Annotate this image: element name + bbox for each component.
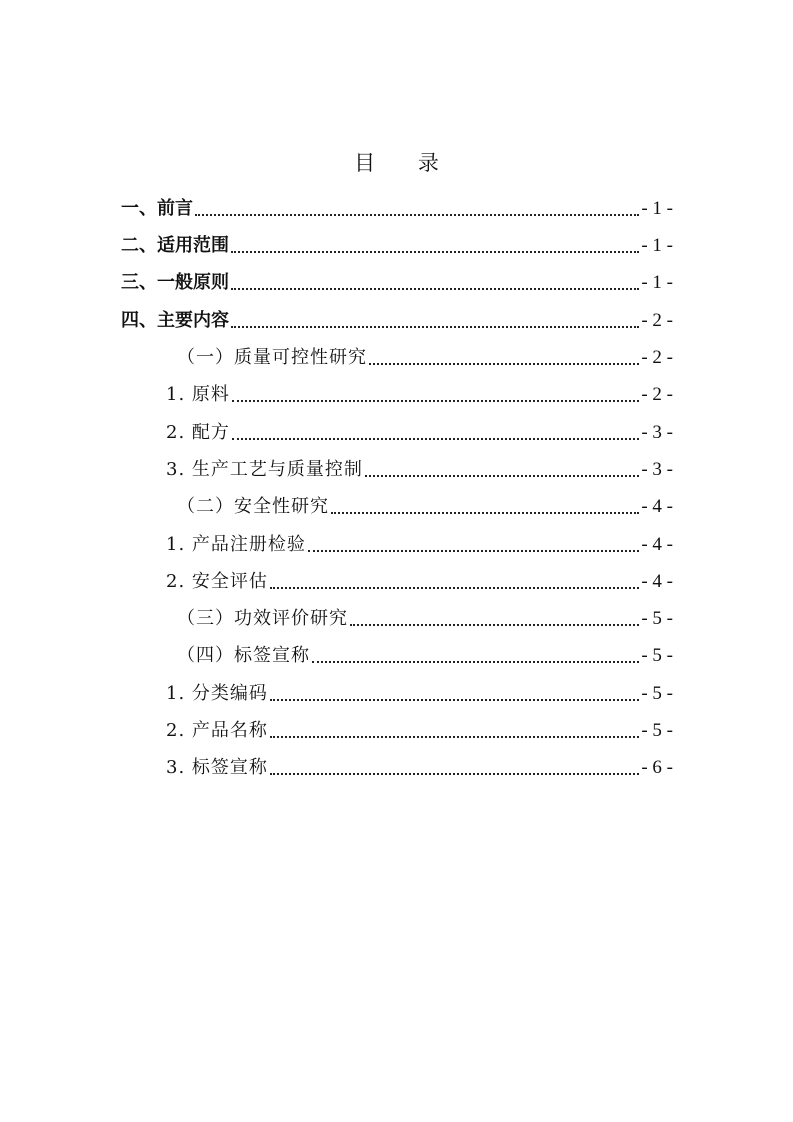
toc-page-number: - 3 - xyxy=(641,422,673,443)
toc-entry-label: 二、适用范围 xyxy=(121,235,229,256)
toc-entry-label: 1. 产品注册检验 xyxy=(166,534,306,555)
toc-entry-label: 1. 分类编码 xyxy=(166,683,268,704)
toc-page-number: - 4 - xyxy=(641,534,673,555)
toc-leader-dots xyxy=(369,361,639,365)
toc-entry-label: （四）标签宣称 xyxy=(177,645,310,666)
toc-entry-preface[interactable] xyxy=(121,193,673,223)
toc-leader-dots xyxy=(231,286,639,290)
toc-entry-label: （二）安全性研究 xyxy=(177,496,329,517)
toc-entry-general-principles[interactable] xyxy=(121,267,673,297)
toc-leader-dots xyxy=(270,697,639,701)
toc-page-number: - 4 - xyxy=(641,571,673,592)
toc-entry-label: 一、前言 xyxy=(121,198,193,219)
toc-entry-label: 2. 安全评估 xyxy=(166,571,268,592)
toc-entry-scope[interactable] xyxy=(121,230,673,260)
toc-entry-label: 2. 产品名称 xyxy=(166,720,268,741)
toc-entry-label-claims[interactable] xyxy=(166,752,673,782)
toc-page-number: - 1 - xyxy=(641,198,673,219)
toc-leader-dots xyxy=(312,659,639,663)
toc-page-number: - 5 - xyxy=(641,645,673,666)
toc-entry-label: 四、主要内容 xyxy=(121,310,229,331)
page-title: 目 录 xyxy=(354,151,457,175)
toc-entry-formula[interactable] xyxy=(166,417,673,447)
toc-entry-safety-research[interactable] xyxy=(177,491,673,521)
toc-entry-production-process[interactable] xyxy=(166,454,673,484)
toc-page-number: - 1 - xyxy=(641,235,673,256)
toc-entry-label: （三）功效评价研究 xyxy=(177,608,348,629)
toc-entry-label-claims-section[interactable] xyxy=(177,640,673,670)
toc-page-number: - 3 - xyxy=(641,459,673,480)
toc-page-number: - 5 - xyxy=(641,608,673,629)
toc-leader-dots xyxy=(350,622,639,626)
toc-entry-label: （一）质量可控性研究 xyxy=(177,347,367,368)
toc-entry-efficacy-research[interactable] xyxy=(177,603,673,633)
toc-leader-dots xyxy=(232,436,639,440)
toc-entry-label: 3. 标签宣称 xyxy=(166,757,268,778)
toc-leader-dots xyxy=(270,734,639,738)
toc-entry-label: 1. 原料 xyxy=(166,384,230,405)
toc-entry-label: 3. 生产工艺与质量控制 xyxy=(166,459,363,480)
toc-leader-dots xyxy=(195,212,639,216)
toc-page-number: - 1 - xyxy=(641,272,673,293)
toc-leader-dots xyxy=(231,249,639,253)
toc-entry-label: 三、一般原则 xyxy=(121,272,229,293)
toc-entry-product-name[interactable] xyxy=(166,715,673,745)
toc-entry-raw-materials[interactable] xyxy=(166,379,673,409)
toc-entry-label: 2. 配方 xyxy=(166,422,230,443)
toc-page-number: - 5 - xyxy=(641,720,673,741)
toc-leader-dots xyxy=(270,771,639,775)
toc-entry-safety-assessment[interactable] xyxy=(166,566,673,596)
toc-page-number: - 2 - xyxy=(641,310,673,331)
toc-page-number: - 4 - xyxy=(641,496,673,517)
toc-leader-dots xyxy=(365,473,639,477)
toc-entry-quality-control-research[interactable] xyxy=(177,342,673,372)
toc-page-number: - 5 - xyxy=(641,683,673,704)
toc-leader-dots xyxy=(231,324,639,328)
toc-entry-classification-code[interactable] xyxy=(166,678,673,708)
toc-leader-dots xyxy=(270,585,639,589)
toc-leader-dots xyxy=(308,548,639,552)
toc-page-number: - 6 - xyxy=(641,757,673,778)
toc-entry-registration-inspection[interactable] xyxy=(166,529,673,559)
toc-page-number: - 2 - xyxy=(641,347,673,368)
toc-entry-main-content[interactable] xyxy=(121,305,673,335)
toc-leader-dots xyxy=(331,510,639,514)
toc-leader-dots xyxy=(232,398,639,402)
toc-page-number: - 2 - xyxy=(641,384,673,405)
